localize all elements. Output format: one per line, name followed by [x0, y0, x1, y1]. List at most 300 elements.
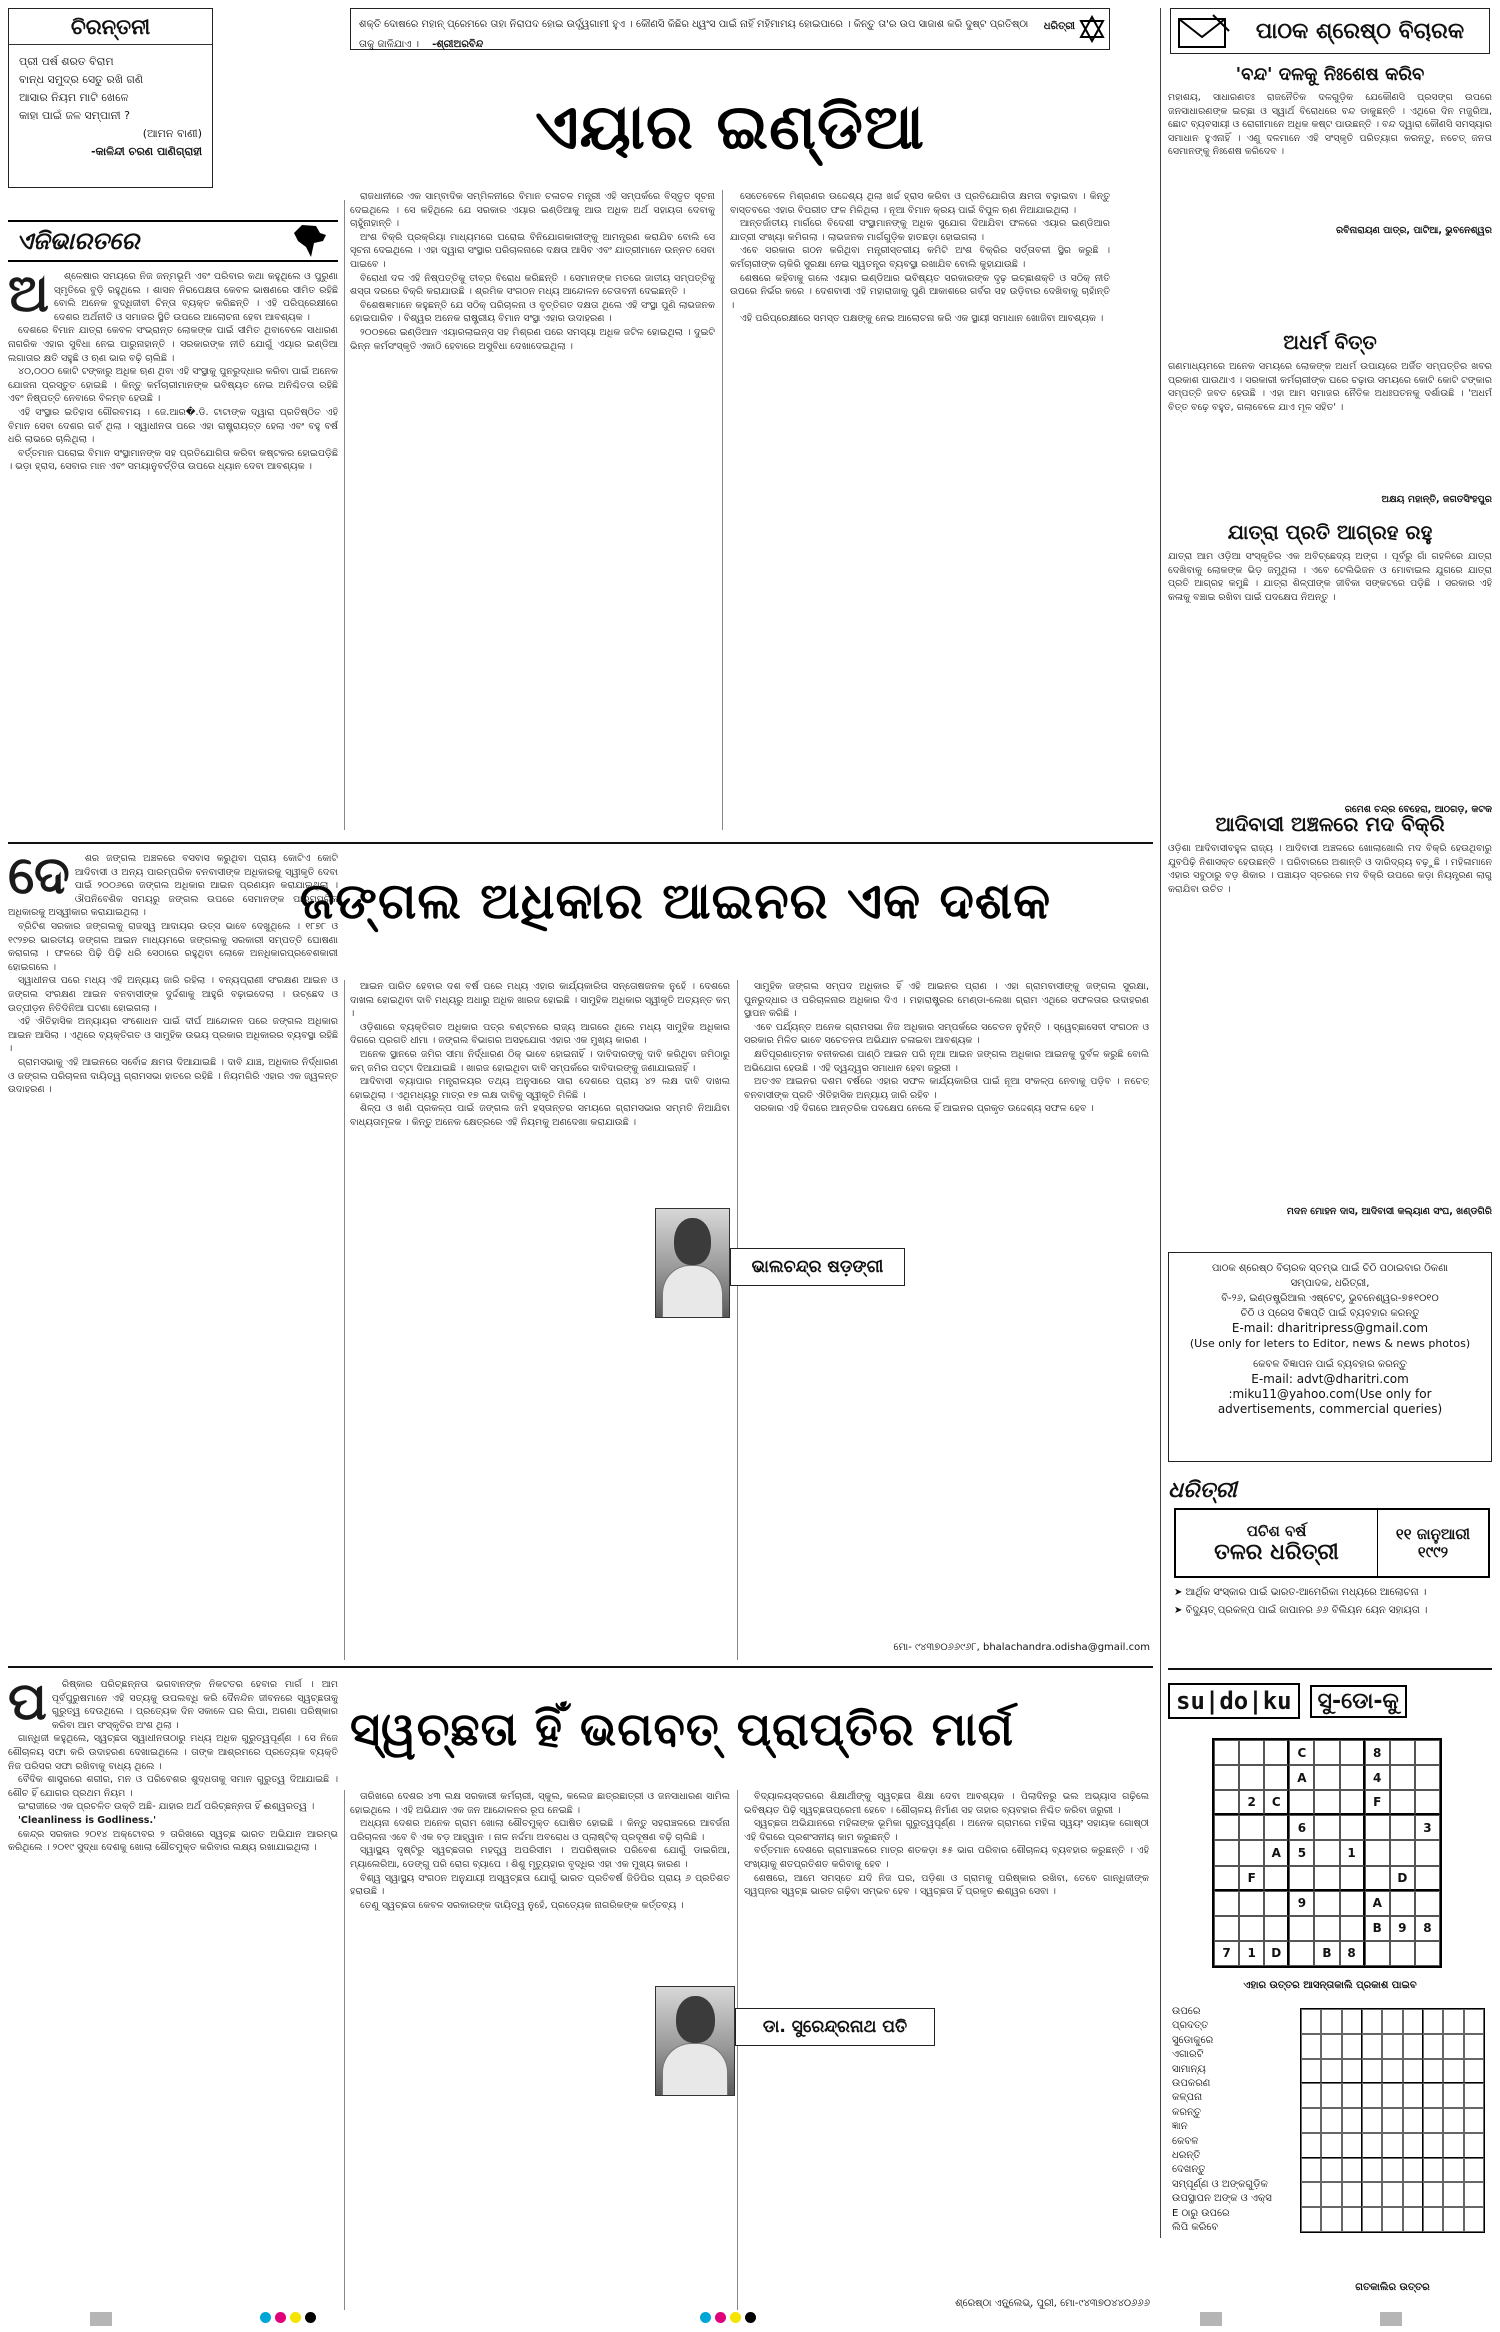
- solution-cell: [1382, 2182, 1402, 2207]
- sudoku-cell[interactable]: C: [1264, 1790, 1289, 1815]
- solution-cell: [1321, 2207, 1341, 2232]
- sudoku-cell[interactable]: [1314, 1740, 1339, 1765]
- past-title-2: ତଳର ଧରିତ୍ରୀ: [1214, 1539, 1339, 1565]
- solution-cell: [1403, 2207, 1423, 2232]
- solution-cell: [1423, 2108, 1443, 2133]
- instruction-line: ଉପକରଣ: [1172, 2078, 1211, 2090]
- sudoku-cell[interactable]: 4: [1365, 1765, 1390, 1790]
- solution-cell: [1342, 2083, 1362, 2108]
- lead-paragraph: ରାଜଧାନୀରେ ଏକ ସାମ୍ବାଦିକ ସମ୍ମିଳନୀରେ ବିମାନ ଚଳାଚଳ ମନ୍ତ୍ରୀ ଏହି ସମ୍ପର୍କରେ ବିସ୍ତୃତ ସୂଚନା ଦେଇଥିଲେ । ସେ କହିଥିଲେ ଯେ ସରକାର ଏୟାର ଇଣ୍ଡିଆକୁ ଆଉ ଅଧିକ ଅର୍ଥ ସହାୟତା ଦେବାକୁ ଚାହୁଁନାହାନ୍ତି ।: [350, 191, 715, 230]
- solution-cell: [1342, 2009, 1362, 2034]
- solution-cell: [1362, 2059, 1382, 2084]
- solution-cell: [1464, 2133, 1484, 2158]
- sudoku-cell[interactable]: A: [1264, 1840, 1289, 1865]
- solution-cell: [1423, 2207, 1443, 2232]
- sudoku-cell[interactable]: [1365, 1815, 1390, 1840]
- sudoku-cell[interactable]: F: [1365, 1790, 1390, 1815]
- solution-cell: [1301, 2083, 1321, 2108]
- sudoku-solution-label: ଗତକାଲିର ଉତ୍ତର: [1355, 2282, 1430, 2293]
- author-byline: ଭାଲଚନ୍ଦ୍ର ଷଡ଼ଙ୍ଗୀ: [730, 1248, 905, 1286]
- sudoku-cell[interactable]: [1239, 1916, 1264, 1941]
- lead-paragraph: ୪୦,୦୦୦ କୋଟି ଟଙ୍କାରୁ ଅଧିକ ଋଣ ଥିବା ଏହି ସଂସ୍ଥାକୁ ପୁନରୁଦ୍ଧାର କରିବା ପାଇଁ ଅନେକ ଯୋଜନା ପ୍ରସ୍ତୁତ ହୋଇଛି । କିନ୍ତୁ କର୍ମଚାରୀମାନଙ୍କ ଭବିଷ୍ୟତ ନେଇ ଅନିଶ୍ଚିତତା ରହିଛି ଏବଂ ନିଷ୍ପତ୍ତି ନେବାରେ ବିଳମ୍ବ ହେଉଛି ।: [8, 366, 338, 405]
- solution-cell: [1301, 2133, 1321, 2158]
- sudoku-cell[interactable]: 2: [1239, 1790, 1264, 1815]
- sudoku-cell[interactable]: [1289, 1941, 1314, 1966]
- solution-cell: [1423, 2009, 1443, 2034]
- forest-paragraph: ଶିଳ୍ପ ଓ ଖଣି ପ୍ରକଳ୍ପ ପାଇଁ ଜଙ୍ଗଲ ଜମି ହସ୍ତାନ୍ତର ସମୟରେ ଗ୍ରାମସଭାର ସମ୍ମତି ନିଆଯିବା ବାଧ୍ୟତାମୂଳକ । କିନ୍ତୁ ଅନେକ କ୍ଷେତ୍ରରେ ଏହି ନିୟମକୁ ଅଣଦେଖା କରାଯାଉଛି ।: [350, 1103, 730, 1128]
- letter-signature: ଅକ୍ଷୟ ମହାନ୍ତି, ଜଗତସିଂହପୁର: [1381, 494, 1492, 505]
- sudoku-cell[interactable]: [1390, 1941, 1415, 1966]
- solution-cell: [1362, 2083, 1382, 2108]
- column-rule: [344, 200, 345, 830]
- solution-cell: [1382, 2059, 1402, 2084]
- sudoku-cell[interactable]: [1415, 1866, 1440, 1891]
- column-rule: [722, 190, 723, 830]
- sudoku-cell[interactable]: [1390, 1815, 1415, 1840]
- letter-item: [1168, 812, 1492, 1217]
- sudoku-cell[interactable]: B: [1314, 1941, 1339, 1966]
- instruction-line: ପ୍ରଦତ୍ତ: [1172, 2020, 1209, 2032]
- sudoku-cell[interactable]: 8: [1415, 1916, 1440, 1941]
- solution-cell: [1342, 2207, 1362, 2232]
- instruction-line: ଲିପି କରିବେ: [1172, 2222, 1219, 2234]
- letter-body: ଯାତ୍ରା ଆମ ଓଡ଼ିଆ ସଂସ୍କୃତିର ଏକ ଅବିଚ୍ଛେଦ୍ୟ ଅଙ୍ଗ । ପୂର୍ବରୁ ଗାଁ ଗହଳିରେ ଯାତ୍ରା ଦେଖିବାକୁ ଲୋକଙ୍କ ଭିଡ଼ ଜମୁଥିଲା । ଏବେ ଟେଲିଭିଜନ ଓ ମୋବାଇଲ ଯୁଗରେ ଯାତ୍ରା ପ୍ରତି ଆଗ୍ରହ କମୁଛି । ଯାତ୍ରା ଶିଳ୍ପୀଙ୍କ ଜୀବିକା ସଙ୍କଟରେ ପଡ଼ିଛି । ସରକାର ଏହି କଳାକୁ ବଞ୍ଚାଇ ରଖିବା ପାଇଁ ପଦକ୍ଷେପ ନିଅନ୍ତୁ ।: [1168, 551, 1492, 603]
- sudoku-cell[interactable]: [1415, 1941, 1440, 1966]
- solution-cell: [1403, 2108, 1423, 2133]
- swachhata-paragraph: ସ୍ୱାସ୍ଥ୍ୟ ଦୃଷ୍ଟିରୁ ସ୍ୱଚ୍ଛତାର ମହତ୍ତ୍ୱ ଅପରିସୀମ । ଅପରିଷ୍କାର ପରିବେଶ ଯୋଗୁଁ ଡାଇରିଆ, ମ୍ୟାଲେରିଆ, ଡେଙ୍ଗୁ ପରି ରୋଗ ବ୍ୟାପେ । ଶିଶୁ ମୃତ୍ୟୁହାର ବୃଦ୍ଧିର ଏହା ଏକ ମୁଖ୍ୟ କାରଣ ।: [350, 1845, 730, 1870]
- sudoku-cell[interactable]: [1340, 1765, 1365, 1790]
- poem-line: (ଆମନ ବାଣୀ): [142, 127, 202, 140]
- lead-paragraph: ଅଂଶ ବିକ୍ରି ପ୍ରକ୍ରିୟା ମାଧ୍ୟମରେ ଘରୋଇ ବିନିଯୋଗକାରୀଙ୍କୁ ଆମନ୍ତ୍ରଣ କରାଯିବ ବୋଲି ସେ ସୂଚନା ଦେଇଥିଲେ । ଏହା ଦ୍ୱାରା ସଂସ୍ଥାର ପରିଚାଳନାରେ ଦକ୍ଷତା ଆସିବ ଏବଂ ଯାତ୍ରୀମାନେ ଉନ୍ନତ ସେବା ପାଇବେ ।: [350, 231, 715, 270]
- forest-paragraph: ସ୍ୱାଧୀନତା ପରେ ମଧ୍ୟ ଏହି ଅନ୍ୟାୟ ଜାରି ରହିଲା । ବନ୍ୟପ୍ରାଣୀ ସଂରକ୍ଷଣ ଆଇନ ଓ ଜଙ୍ଗଲ ସଂରକ୍ଷଣ ଆଇନ ବନବାସୀଙ୍କ ଦୁର୍ଦ୍ଦଶାକୁ ଆହୁରି ବଢ଼ାଇଦେଲା । ଉଚ୍ଛେଦ ଓ ଉତ୍ପୀଡ଼ନ ନିତିଦିନିଆ ଘଟଣା ହୋଇଗଲା ।: [8, 975, 338, 1014]
- sudoku-cell[interactable]: [1365, 1866, 1390, 1891]
- solution-cell: [1464, 2207, 1484, 2232]
- solution-cell: [1464, 2009, 1484, 2034]
- sudoku-cell[interactable]: F: [1239, 1866, 1264, 1891]
- english-quote: 'Cleanliness is Godliness.': [18, 1814, 156, 1826]
- sudoku-cell[interactable]: 9: [1289, 1891, 1314, 1916]
- swachhata-paragraph: ବୈଦିକ ଶାସ୍ତ୍ରରେ ଶରୀର, ମନ ଓ ପରିବେଶର ଶୁଦ୍ଧତାକୁ ସମାନ ଗୁରୁତ୍ୱ ଦିଆଯାଇଛି । ଶୌଚ ହିଁ ଯୋଗର ପ୍ରଥମ ନିୟମ ।: [8, 1774, 338, 1799]
- letter-title: ଆଦିବାସୀ ଅଞ୍ଚଳରେ ମଦ ବିକ୍ରି: [1215, 812, 1445, 836]
- forest-paragraph: ଗ୍ରାମସଭାକୁ ଏହି ଆଇନରେ ସର୍ବୋଚ୍ଚ କ୍ଷମତା ଦିଆଯାଇଛି । ଦାବି ଯାଞ୍ଚ, ଅଧିକାର ନିର୍ଦ୍ଧାରଣ ଓ ଜଙ୍ଗଲ ପରିଚାଳନା ଦାୟିତ୍ୱ ଗ୍ରାମସଭା ହାତରେ ରହିଛି । ନିୟମଗିରି ଏହାର ଏକ ଜ୍ୱଳନ୍ତ ଉଦାହରଣ ।: [8, 1056, 338, 1096]
- instruction-line: E ଠାରୁ ଉପରେ: [1172, 2207, 1230, 2219]
- contact-line: ପାଠକ ଶ୍ରେଷ୍ଠ ବିଚାରକ ସ୍ତମ୍ଭ ପାଇଁ ଚିଠି ପଠାଇବାର ଠିକଣା: [1211, 1263, 1449, 1274]
- solution-cell: [1321, 2034, 1341, 2059]
- solution-cell: [1443, 2083, 1463, 2108]
- solution-cell: [1362, 2034, 1382, 2059]
- sudoku-cell[interactable]: [1365, 1941, 1390, 1966]
- sudoku-cell[interactable]: [1264, 1891, 1289, 1916]
- solution-cell: [1403, 2133, 1423, 2158]
- past-item: ➤ ବିଦ୍ୟୁତ୍ ପ୍ରକଳ୍ପ ପାଇଁ ଜାପାନର ୬୬ ବିଲିୟନ ୟେନ ସହାୟତା ।: [1174, 1605, 1428, 1616]
- past-dharitri-box: [1168, 1478, 1492, 1658]
- forest-paragraph: ଆଦିବାସୀ ବ୍ୟାପାର ମନ୍ତ୍ରାଳୟର ତଥ୍ୟ ଅନୁସାରେ ସାରା ଦେଶରେ ପ୍ରାୟ ୪୨ ଲକ୍ଷ ଦାବି ଦାଖଲ ହୋଇଥିଲା । ଏଥିମଧ୍ୟରୁ ମାତ୍ର ୧୭ ଲକ୍ଷ ଦାବିକୁ ସ୍ୱୀକୃତି ମିଳିଛି ।: [350, 1076, 730, 1101]
- solution-cell: [1464, 2158, 1484, 2183]
- past-item: ➤ ଆର୍ଥିକ ସଂସ୍କାର ପାଇଁ ଭାରତ-ଆମେରିକା ମଧ୍ୟରେ ଆଲୋଚନା ।: [1174, 1587, 1427, 1598]
- poem-line: ବାନ୍ଧ ସମୁଦ୍ର ସେତୁ ରଖି ଗଣି: [19, 73, 144, 86]
- lead-paragraph: ଶ୍ଳେଷାର ସମୟରେ ନିଜ ଜନ୍ମଭୂମି ଏବଂ ପରିବାର କଥା କହୁଥିଲେ ଓ ପୁରୁଣା ସ୍ମୃତିରେ ବୁଡ଼ି ରହୁଥିଲେ । ଶାସନ ନିରପେକ୍ଷତା କେବଳ ଭାଷଣରେ ସୀମିତ ରହିଛି ବୋଲି ଅନେକ ବୁଦ୍ଧିଜୀବୀ ଚିନ୍ତା ବ୍ୟକ୍ତ କରିଛନ୍ତି । ଏହି ପରିପ୍ରେକ୍ଷୀରେ ଦେଶର ଅର୍ଥନୀତି ଓ ସମାଜର ସ୍ଥିତି ଉପରେ ଆଲୋଚନା ହେବା ଆବଶ୍ୟକ ।: [54, 271, 338, 323]
- sudoku-cell[interactable]: [1239, 1891, 1264, 1916]
- sudoku-cell[interactable]: [1214, 1916, 1239, 1941]
- sudoku-cell[interactable]: [1314, 1840, 1339, 1865]
- sudoku-cell[interactable]: [1314, 1866, 1339, 1891]
- swachhata-dropcap: ପ: [8, 1678, 47, 1732]
- sudoku-cell[interactable]: C: [1289, 1740, 1314, 1765]
- instruction-line: କରନ୍ତୁ: [1172, 2106, 1201, 2118]
- sudoku-cell[interactable]: [1340, 1916, 1365, 1941]
- sudoku-cell[interactable]: [1314, 1815, 1339, 1840]
- print-mark: [1380, 2312, 1402, 2326]
- column-rule: [344, 1790, 345, 2310]
- letter-body: ମହାଶୟ, ସାଧାରଣତଃ ରାଜନୈତିକ ଦଳଗୁଡ଼ିକ ଯେକୌଣସି ପ୍ରସଙ୍ଗ ଉପରେ ଜନସାଧାରଣଙ୍କ ଇଚ୍ଛା ଓ ସ୍ୱାର୍ଥ ବିରୋଧରେ ବନ୍ଦ ଡାକୁଛନ୍ତି । ଏଥିରେ ଦିନ ମଜୁରିଆ, ଛୋଟ ବ୍ୟବସାୟୀ ଓ ରୋଗୀମାନେ ଅଧିକ କଷ୍ଟ ପାଉଛନ୍ତି । ବନ୍ଦ ଦ୍ୱାରା କୌଣସି ସମସ୍ୟାର ସମାଧାନ ହୁଏନାହିଁ । ଏଣୁ ଦଳମାନେ ଏହି ସଂସ୍କୃତି ପରିତ୍ୟାଗ କରନ୍ତୁ, ନଚେତ୍ ଜନତା ସେମାନଙ୍କୁ ନିଃଶେଷ କରିଦେବ ।: [1168, 92, 1492, 158]
- forest-paragraph: ଆଇନ ପାରିତ ହେବାର ଦଶ ବର୍ଷ ପରେ ମଧ୍ୟ ଏହାର କାର୍ଯ୍ୟକାରିତା ସନ୍ତୋଷଜନକ ନୁହେଁ । ଦେଶରେ ଦାଖଲ ହୋଇଥିବା ଦାବି ମଧ୍ୟରୁ ଅଧାରୁ ଅଧିକ ଖାରଜ ହୋଇଛି । ସାମୁହିକ ଅଧିକାର ସ୍ୱୀକୃତି ଅତ୍ୟନ୍ତ କମ୍ ।: [350, 981, 730, 1020]
- letters-banner-title: ପାଠକ ଶ୍ରେଷ୍ଠ ବିଚାରକ: [1255, 18, 1465, 44]
- lead-paragraph: ବର୍ତ୍ତମାନ ଘରୋଇ ବିମାନ ସଂସ୍ଥାମାନଙ୍କ ସହ ପ୍ରତିଯୋଗିତା କରିବା କଷ୍ଟକର ହୋଇପଡ଼ିଛି । ଭଡ଼ା ହ୍ରାସ, ସେବାର ମାନ ଏବଂ ସମୟାନୁବର୍ତ୍ତିତା ଉପରେ ଧ୍ୟାନ ଦେବା ଆବଶ୍ୟକ ।: [8, 447, 338, 473]
- instruction-line: ସମ୍ପୂର୍ଣ୍ଣ ଓ ଅଙ୍କଗୁଡ଼ିକ: [1172, 2178, 1268, 2190]
- solution-cell: [1382, 2034, 1402, 2059]
- swachhata-paragraph: ଶେଷରେ, ଆମେ ସମସ୍ତେ ଯଦି ନିଜ ଘର, ପଡ଼ିଶା ଓ ଗ୍ରାମକୁ ପରିଷ୍କାର ରଖିବା, ତେବେ ଗାନ୍ଧିଜୀଙ୍କ ସ୍ୱପ୍ନର ସ୍ୱଚ୍ଛ ଭାରତ ଗଢ଼ିବା ସମ୍ଭବ ହେବ । ସ୍ୱଚ୍ଛତା ହିଁ ପ୍ରକୃତ ଈଶ୍ୱର ସେବା ।: [744, 1872, 1149, 1898]
- ad-email-alt[interactable]: :miku11@yahoo.com(Use only for: [1228, 1387, 1432, 1401]
- sudoku-cell[interactable]: [1214, 1891, 1239, 1916]
- solution-cell: [1321, 2158, 1341, 2183]
- solution-cell: [1362, 2009, 1382, 2034]
- poem-author: -କାଳିନ୍ଦୀ ଚରଣ ପାଣିଗ୍ରାହୀ: [90, 145, 202, 158]
- sudoku-cell[interactable]: [1214, 1840, 1239, 1865]
- instruction-line: କେବଳ: [1172, 2135, 1199, 2147]
- print-mark: [1200, 2312, 1222, 2326]
- india-map-icon: [290, 223, 330, 259]
- lead-paragraph: ଏବେ ସରକାର ଗଠନ କରିଥିବା ମନ୍ତ୍ରୀସ୍ତରୀୟ କମିଟି ଅଂଶ ବିକ୍ରିର ସର୍ତ୍ତାବଳୀ ସ୍ଥିର କରୁଛି । କର୍ମଚାରୀଙ୍କ ଚାକିରି ସୁରକ୍ଷା ନେଇ ସ୍ୱତନ୍ତ୍ର ବ୍ୟବସ୍ଥା ରଖାଯିବ ବୋଲି କୁହାଯାଉଛି ।: [730, 245, 1110, 270]
- solution-cell: [1321, 2009, 1341, 2034]
- poem-line: ଆସାର ନିୟମ ମାଟି ଖେଳେ: [19, 91, 129, 104]
- sudoku-cell[interactable]: D: [1264, 1941, 1289, 1966]
- sudoku-cell[interactable]: [1289, 1916, 1314, 1941]
- solution-cell: [1321, 2182, 1341, 2207]
- sudoku-cell[interactable]: [1415, 1891, 1440, 1916]
- forest-article-col2: [350, 980, 730, 1660]
- sudoku-cell[interactable]: [1390, 1891, 1415, 1916]
- sudoku-cell[interactable]: [1289, 1866, 1314, 1891]
- sudoku-cell[interactable]: [1264, 1916, 1289, 1941]
- quote-text: ଶକ୍ତି ଦୋଷରେ ମହାନ୍ ପ୍ରେମରେ ତାହା ନିରାପଦ ହୋଇ ଉର୍ଦ୍ଧ୍ୱଗାମୀ ହୁଏ । କୌଣସି କିଛିର ଧ୍ୱଂସ ପାଇଁ ନାହିଁ ମହିମାମୟ ହୋଇପାରେ । କିନ୍ତୁ ତା'ର ଉପ ସାଜାଶ କରି ଦୁଷ୍ଟ ପ୍ରତିଷ୍ଠା ତାକୁ ଜାଳିଯାଏ ।: [359, 19, 1029, 50]
- sudoku-cell[interactable]: 3: [1415, 1815, 1440, 1840]
- swachhata-paragraph: ଗାନ୍ଧିଜୀ କହୁଥିଲେ, ସ୍ୱଚ୍ଛତା ସ୍ୱାଧୀନତାଠାରୁ ମଧ୍ୟ ଅଧିକ ଗୁରୁତ୍ୱପୂର୍ଣ୍ଣ । ସେ ନିଜେ ଶୌଚାଳୟ ସଫା କରି ଉଦାହରଣ ଦେଖାଇଥିଲେ । ତାଙ୍କ ଆଶ୍ରମରେ ପ୍ରତ୍ୟେକ ବ୍ୟକ୍ତି ନିଜ ପରିସର ସଫା ରଖିବାକୁ ବାଧ୍ୟ ଥିଲେ ।: [8, 1733, 338, 1772]
- sudoku-cell[interactable]: [1340, 1866, 1365, 1891]
- swachhata-paragraph: ରିଷ୍କାର ପରିଚ୍ଛନ୍ନତା ଭଗବାନଙ୍କ ନିକଟତର ହେବାର ମାର୍ଗ । ଆମ ପୂର୍ବପୁରୁଷମାନେ ଏହି ସତ୍ୟକୁ ଉପଲବ୍ଧି କରି ଦୈନନ୍ଦିନ ଜୀବନରେ ସ୍ୱଚ୍ଛତାକୁ ଗୁରୁତ୍ୱ ଦେଉଥିଲେ । ପ୍ରତ୍ୟେକ ଦିନ ସକାଳେ ଘର ଲିପା, ଅଗଣା ପରିଷ୍କାର କରିବା ଆମ ସଂସ୍କୃତିର ଅଂଶ ଥିଲା ।: [51, 1679, 338, 1731]
- sudoku-cell[interactable]: [1264, 1740, 1289, 1765]
- solution-cell: [1342, 2034, 1362, 2059]
- solution-cell: [1443, 2059, 1463, 2084]
- sudoku-cell[interactable]: 1: [1239, 1941, 1264, 1966]
- solution-cell: [1403, 2059, 1423, 2084]
- contact-line: ଚିଠି ଓ ପ୍ରେସ ବିଜ୍ଞପ୍ତି ପାଇଁ ବ୍ୟବହାର କରନ୍ତୁ: [1240, 1308, 1420, 1319]
- lead-paragraph: ବିରୋଧୀ ଦଳ ଏହି ନିଷ୍ପତ୍ତିକୁ ତୀବ୍ର ବିରୋଧ କରିଛନ୍ତି । ସେମାନଙ୍କ ମତରେ ଜାତୀୟ ସମ୍ପତ୍ତିକୁ ଶସ୍ତା ଦରରେ ବିକ୍ରି କରାଯାଉଛି । ଶ୍ରମିକ ସଂଗଠନ ମଧ୍ୟ ଆନ୍ଦୋଳନ ଚେତାବନୀ ଦେଇଛନ୍ତି ।: [350, 272, 715, 298]
- lead-paragraph: ୨୦୦୭ରେ ଇଣ୍ଡିଆନ ଏୟାରଲାଇନ୍ସ ସହ ମିଶ୍ରଣ ପରେ ସମସ୍ୟା ଅଧିକ ଜଟିଳ ହୋଇଥିଲା । ଦୁଇଟି ଭିନ୍ନ କର୍ମସଂସ୍କୃତି ଏକାଠି ହେବାରେ ଅସୁବିଧା ଦେଖାଦେଇଥିଲା ।: [350, 326, 715, 352]
- poem-line: ପ୍ରୀ ପର୍ଷ ଶରତ ବିରାମ: [19, 55, 114, 68]
- solution-cell: [1301, 2059, 1321, 2084]
- solution-cell: [1403, 2083, 1423, 2108]
- sudoku-cell[interactable]: [1214, 1790, 1239, 1815]
- solution-cell: [1301, 2108, 1321, 2133]
- column-rule: [737, 1790, 738, 2310]
- lead-headline: ଏୟାର ଇଣ୍ଡିଆ: [535, 90, 925, 163]
- past-title-1: ପଚିଶ ବର୍ଷ: [1246, 1521, 1307, 1540]
- swachhata-article-col1: [8, 1678, 338, 2318]
- solution-cell: [1382, 2207, 1402, 2232]
- sudoku-cell[interactable]: [1239, 1840, 1264, 1865]
- sudoku-cell[interactable]: [1415, 1765, 1440, 1790]
- author-byline: ଡା. ସୁରେନ୍ଦ୍ରନାଥ ପତି: [735, 2008, 935, 2046]
- contact-line: ବି-୨୬, ଇଣ୍ଡଷ୍ଟ୍ରିଆଲ ଏଷ୍ଟେଟ୍, ଭୁବନେଶ୍ୱର-୭୫୧୦୧୦: [1221, 1293, 1439, 1304]
- solution-cell: [1443, 2009, 1463, 2034]
- sudoku-cell[interactable]: [1340, 1790, 1365, 1815]
- letter-item: [1168, 64, 1492, 236]
- sudoku-cell[interactable]: [1214, 1740, 1239, 1765]
- forest-paragraph: ଅତଏବ ଆଇନର ଦଶମ ବର୍ଷରେ ଏହାର ସଫଳ କାର୍ଯ୍ୟକାରିତା ପାଇଁ ନୂଆ ସଂକଳ୍ପ ନେବାକୁ ପଡ଼ିବ । ନଚେତ୍ ବନବାସୀଙ୍କ ପ୍ରତି ଐତିହାସିକ ଅନ୍ୟାୟ ଜାରି ରହିବ ।: [744, 1076, 1149, 1101]
- sudoku-cell[interactable]: 8: [1365, 1740, 1390, 1765]
- lead-paragraph: ଏହି ସଂସ୍ଥାର ଇତିହାସ ଗୌରବମୟ । ଜେ.ଆର�.ଡି. ଟାଟାଙ୍କ ଦ୍ୱାରା ପ୍ରତିଷ୍ଠିତ ଏହି ବିମାନ ସେବା ଦେଶର ଗର୍ବ ଥିଲା । ସ୍ୱାଧୀନତା ପରେ ଏହା ରାଷ୍ଟ୍ରାୟତ୍ତ ହେଲା ଏବଂ ବହୁ ବର୍ଷ ଧରି ଲାଭରେ ଚାଲିଥିଲା ।: [8, 406, 338, 446]
- solution-cell: [1362, 2207, 1382, 2232]
- sudoku-title: su|do|ku: [1168, 1683, 1300, 1719]
- sudoku-footer: ଏହାର ଉତ୍ତର ଆସନ୍ତାକାଲି ପ୍ରକାଶ ପାଇବ: [1243, 1980, 1417, 1991]
- lead-article-col1: [8, 270, 338, 830]
- sudoku-cell[interactable]: [1239, 1740, 1264, 1765]
- forest-paragraph: ସରକାର ଏହି ଦିଗରେ ଆନ୍ତରିକ ପଦକ୍ଷେପ ନେଲେ ହିଁ ଆଇନର ପ୍ରକୃତ ଉଦ୍ଦେଶ୍ୟ ସଫଳ ହେବ ।: [754, 1103, 1094, 1115]
- swachhata-paragraph: ତେଣୁ ସ୍ୱଚ୍ଛତା କେବଳ ସରକାରଙ୍କ ଦାୟିତ୍ୱ ନୁହେଁ, ପ୍ରତ୍ୟେକ ନାଗରିକଙ୍କ କର୍ତ୍ତବ୍ୟ ।: [360, 1899, 684, 1911]
- solution-cell: [1464, 2034, 1484, 2059]
- solution-cell: [1362, 2182, 1382, 2207]
- author-photo: [655, 1986, 735, 2096]
- sudoku-cell[interactable]: [1214, 1765, 1239, 1790]
- letter-title: ଅଧର୍ମ ବିତ୍ତ: [1283, 330, 1377, 354]
- forest-contact: ମୋ- ୯୪୩୭୦୬୬୯୬୮, bhalachandra.odisha@gmail.com: [893, 1642, 1150, 1653]
- solution-cell: [1362, 2108, 1382, 2133]
- swachhata-paragraph: ତାରିଖରେ ଦେଶର ୪୩ ଲକ୍ଷ ସରକାରୀ କର୍ମଚାରୀ, ସ୍କୁଲ, କଲେଜ ଛାତ୍ରଛାତ୍ରୀ ଓ ଜନସାଧାରଣ ସାମିଲ ହୋଇଥିଲେ । ଏହି ଅଭିଯାନ ଏକ ଜନ ଆନ୍ଦୋଳନର ରୂପ ନେଇଛି ।: [350, 1791, 730, 1816]
- sudoku-cell[interactable]: [1390, 1840, 1415, 1865]
- letter-body: ଗଣମାଧ୍ୟମରେ ଅନେକ ସମୟରେ ଲୋକଙ୍କ ଅଧର୍ମ ଉପାୟରେ ଅର୍ଜିତ ସମ୍ପତ୍ତିର ଖବର ପ୍ରକାଶ ପାଉଥାଏ । ସରକାରୀ କର୍ମଚାରୀଙ୍କ ଘରେ ଚଢ଼ାଉ ସମୟରେ କୋଟି କୋଟି ଟଙ୍କାର ସମ୍ପତ୍ତି ଜବତ ହେଉଛି । ଏହା ଆମ ସମାଜର ନୈତିକ ଅଧଃପତନକୁ ଦର୍ଶାଉଛି । 'ଅଧର୍ମ ବିତ୍ତ ବଢ଼େ ବହୁତ, ଗଲାବେଳେ ଯାଏ ମୂଳ ସହିତ' ।: [1168, 361, 1492, 413]
- swachhata-paragraph: ଇଂରାଜୀରେ ଏକ ପ୍ରଚଳିତ ଉକ୍ତି ଅଛି- ଯାହାର ଅର୍ଥ ପରିଚ୍ଛନ୍ନତା ହିଁ ଈଶ୍ୱରତ୍ୱ ।: [18, 1801, 315, 1813]
- sudoku-cell[interactable]: D: [1390, 1866, 1415, 1891]
- past-date-2: ୧୯୯୨: [1417, 1543, 1449, 1561]
- ajibharat-label: ଏଜିଭାରତରେ: [16, 227, 140, 255]
- sudoku-cell[interactable]: 5: [1289, 1840, 1314, 1865]
- swachhata-contact: ଶ୍ରେଷ୍ଠା ଏନ୍କ୍ଲେଭ୍, ପୁରୀ, ମୋ-୯୪୩୭୦୪୪୦୬୬୬: [955, 2298, 1150, 2309]
- sudoku-title-box: [1168, 1680, 1492, 1722]
- ajibharat-label-box: [8, 220, 338, 262]
- sudoku-cell[interactable]: A: [1289, 1765, 1314, 1790]
- sudoku-grid[interactable]: [1212, 1738, 1442, 1968]
- solution-cell: [1443, 2207, 1463, 2232]
- sudoku-title-odia: ସୁ-ଡୋ-କୁ: [1310, 1685, 1407, 1718]
- solution-cell: [1342, 2158, 1362, 2183]
- forest-article-col3: [744, 980, 1149, 1640]
- solution-cell: [1362, 2133, 1382, 2158]
- instruction-line: ଉପସ୍ଥାପନ ଅଙ୍କ ଓ ଏକ୍ସ: [1172, 2193, 1272, 2205]
- sudoku-cell[interactable]: [1415, 1790, 1440, 1815]
- sudoku-cell[interactable]: [1340, 1740, 1365, 1765]
- sudoku-cell[interactable]: [1390, 1765, 1415, 1790]
- instruction-line: ଏଗାରଟି: [1172, 2049, 1204, 2061]
- solution-cell: [1301, 2182, 1321, 2207]
- solution-cell: [1342, 2133, 1362, 2158]
- swachhata-paragraph: ବିଶ୍ୱ ସ୍ୱାସ୍ଥ୍ୟ ସଂଗଠନ ଅନୁଯାୟୀ ଅସ୍ୱଚ୍ଛତା ଯୋଗୁଁ ଭାରତ ପ୍ରତିବର୍ଷ ଜିଡିପିର ପ୍ରାୟ ୬ ପ୍ରତିଶତ ହରାଉଛି ।: [350, 1872, 730, 1898]
- sudoku-cell[interactable]: [1390, 1740, 1415, 1765]
- lead-paragraph: ଦେଶରେ ବିମାନ ଯାତ୍ରା କେବଳ ସଂଭ୍ରାନ୍ତ ଲୋକଙ୍କ ପାଇଁ ସୀମିତ ଥିବାବେଳେ ସାଧାରଣ ନାଗରିକ ଏହାର ସୁବିଧା ନେଇ ପାରୁନାହାନ୍ତି । ସରକାରଙ୍କ ନୀତି ଯୋଗୁଁ ଏୟାର ଇଣ୍ଡିଆ ଲଗାତାର କ୍ଷତି ସହୁଛି ଓ ଋଣ ଭାର ବଢ଼ି ଚାଲିଛି ।: [8, 325, 338, 364]
- sudoku-cell[interactable]: 8: [1340, 1941, 1365, 1966]
- solution-cell: [1443, 2158, 1463, 2183]
- sudoku-cell[interactable]: [1314, 1916, 1339, 1941]
- instruction-line: ସାମାନ୍ୟ: [1172, 2063, 1206, 2075]
- solution-cell: [1382, 2158, 1402, 2183]
- sudoku-cell[interactable]: [1239, 1815, 1264, 1840]
- lead-paragraph: ସେତେବେଳେ ମିଶ୍ରଣର ଉଦ୍ଦେଶ୍ୟ ଥିଲା ଖର୍ଚ୍ଚ ହ୍ରାସ କରିବା ଓ ପ୍ରତିଯୋଗିତା କ୍ଷମତା ବଢ଼ାଇବା । କିନ୍ତୁ ବାସ୍ତବରେ ଏହାର ବିପରୀତ ଫଳ ମିଳିଥିଲା । ନୂଆ ବିମାନ କ୍ରୟ ପାଇଁ ବିପୁଳ ଋଣ ନିଆଯାଇଥିଲା ।: [730, 191, 1110, 216]
- solution-cell: [1362, 2158, 1382, 2183]
- sudoku-cell[interactable]: B: [1365, 1916, 1390, 1941]
- solution-cell: [1382, 2009, 1402, 2034]
- sudoku-cell[interactable]: [1264, 1866, 1289, 1891]
- star-emblem-icon: [1079, 15, 1105, 43]
- forest-dropcap: ଦେ: [8, 852, 70, 906]
- past-dharitri-logo: ଧରିତ୍ରୀ: [1168, 1478, 1237, 1503]
- solution-cell: [1443, 2133, 1463, 2158]
- forest-paragraph: ଶର ଜଙ୍ଗଲ ଅଞ୍ଚଳରେ ବସବାସ କରୁଥିବା ପ୍ରାୟ କୋଟିଏ କୋଟି ଆଦିବାସୀ ଓ ଅନ୍ୟ ପାରମ୍ପରିକ ବନବାସୀଙ୍କ ଅଧିକାରକୁ ସ୍ୱୀକୃତି ଦେବା ପାଇଁ ୨୦୦୬ରେ ଜଙ୍ଗଲ ଅଧିକାର ଆଇନ ପ୍ରଣୟନ କରାଯାଇଥିଲା । ଔପନିବେଶିକ ସମୟରୁ ଜଙ୍ଗଲ ଉପରେ ସେମାନଙ୍କ ପାରମ୍ପରିକ ଅଧିକାରକୁ ଅସ୍ୱୀକାର କରାଯାଇଥିଲା ।: [8, 853, 338, 919]
- solution-cell: [1443, 2108, 1463, 2133]
- section-divider: [8, 1666, 1153, 1668]
- forest-paragraph: କ୍ଷତିପୂରଣାତ୍ମକ ବନୀକରଣ ପାଣ୍ଠି ଆଇନ ପରି ନୂଆ ଆଇନ ଜଙ୍ଗଲ ଅଧିକାର ଆଇନକୁ ଦୁର୍ବଳ କରୁଛି ବୋଲି ଅଭିଯୋଗ ହେଉଛି । ଏହି ଦ୍ୱନ୍ଦ୍ୱର ସମାଧାନ ହେବା ଜରୁରୀ ।: [744, 1048, 1149, 1074]
- solution-cell: [1464, 2182, 1484, 2207]
- forest-paragraph: ଅନେକ ସ୍ଥାନରେ ଜମିର ସୀମା ନିର୍ଦ୍ଧାରଣ ଠିକ୍ ଭାବେ ହୋଇନାହିଁ । ଦାବିଦାରଙ୍କୁ ଦାବି କରିଥିବା ଜମିଠାରୁ କମ୍ ଜମିର ପଟ୍ଟା ଦିଆଯାଇଛି । ଖାରଜ ହୋଇଥିବା ଦାବି ସମ୍ପର୍କରେ ଦାବିଦାରଙ୍କୁ ଜଣାଯାଇନାହିଁ ।: [350, 1048, 730, 1074]
- solution-cell: [1301, 2158, 1321, 2183]
- instruction-line: ସୁଡୋକୁରେ: [1172, 2034, 1214, 2046]
- letter-signature: ରମେଶ ଚନ୍ଦ୍ର ବେହେରା, ଆଠଗଡ଼, କଟକ: [1344, 804, 1492, 815]
- contact-line: ସମ୍ପାଦକ, ଧରିତ୍ରୀ,: [1290, 1278, 1370, 1289]
- solution-cell: [1443, 2182, 1463, 2207]
- sudoku-cell[interactable]: [1264, 1815, 1289, 1840]
- editor-email[interactable]: E-mail: dharitripress@gmail.com: [1231, 1321, 1429, 1335]
- solution-cell: [1321, 2059, 1341, 2084]
- solution-cell: [1443, 2034, 1463, 2059]
- letter-item: [1168, 330, 1492, 505]
- solution-cell: [1403, 2158, 1423, 2183]
- solution-cell: [1342, 2108, 1362, 2133]
- solution-cell: [1301, 2034, 1321, 2059]
- poem-line: କାହା ପାଇଁ ଜଳ ସମ୍ପାନୀ ?: [19, 109, 130, 122]
- solution-cell: [1464, 2083, 1484, 2108]
- swachhata-paragraph: ସ୍ୱଚ୍ଛତା ଅଭିଯାନରେ ମହିଳାଙ୍କ ଭୂମିକା ଗୁରୁତ୍ୱପୂର୍ଣ୍ଣ । ଅନେକ ଗ୍ରାମରେ ମହିଳା ସ୍ୱୟଂ ସହାୟକ ଗୋଷ୍ଠୀ ଏହି ଦିଗରେ ପ୍ରଶଂସନୀୟ କାମ କରୁଛନ୍ତି ।: [744, 1818, 1149, 1843]
- solution-cell: [1403, 2182, 1423, 2207]
- solution-cell: [1464, 2059, 1484, 2084]
- instruction-line: ଧରନ୍ତି: [1172, 2150, 1201, 2162]
- sudoku-cell[interactable]: [1264, 1765, 1289, 1790]
- column-rule: [344, 980, 345, 1660]
- sudoku-cell[interactable]: [1340, 1815, 1365, 1840]
- sudoku-cell[interactable]: 6: [1289, 1815, 1314, 1840]
- sudoku-instructions: [1172, 2005, 1292, 2236]
- dharitri-mini-logo: ଧରିତ୍ରୀ: [1043, 21, 1075, 32]
- sudoku-cell[interactable]: [1314, 1765, 1339, 1790]
- editor-email-note: (Use only for leters to Editor, news & news photos): [1189, 1337, 1471, 1350]
- swachhata-paragraph: ଅଧ୍ୟନା ଦେଶର ଅନେକ ଗ୍ରାମ ଖୋଲା ଶୌଚମୁକ୍ତ ଘୋଷିତ ହୋଇଛି । କିନ୍ତୁ ସହରାଞ୍ଚଳରେ ଆବର୍ଜନା ପରିଚାଳନା ଏବେ ବି ଏକ ବଡ଼ ଆହ୍ୱାନ । ନାଳ ନର୍ଦ୍ଦମା ଅବରୋଧ ଓ ପ୍ଲାଷ୍ଟିକ୍ ପ୍ରଦୂଷଣ ବଢ଼ି ଚାଲିଛି ।: [350, 1818, 730, 1843]
- lead-paragraph: ବିଶେଷଜ୍ଞମାନେ କହୁଛନ୍ତି ଯେ ସଠିକ୍ ପରିଚାଳନା ଓ ବୃତ୍ତିଗତ ଦକ୍ଷତା ଥିଲେ ଏହି ସଂସ୍ଥା ପୁଣି ଲାଭଜନକ ହୋଇପାରିବ । ବିଶ୍ୱର ଅନେକ ରାଷ୍ଟ୍ରୀୟ ବିମାନ ସଂସ୍ଥା ଏହାର ଉଦାହରଣ ।: [350, 299, 715, 325]
- lead-paragraph: ଶେଷରେ କହିବାକୁ ଗଲେ ଏୟାର ଇଣ୍ଡିଆର ଭବିଷ୍ୟତ ସରକାରଙ୍କ ଦୃଢ଼ ଇଚ୍ଛାଶକ୍ତି ଓ ସଠିକ୍ ନୀତି ଉପରେ ନିର୍ଭର କରେ । ଦେଶବାସୀ ଏହି ମହାରାଜାକୁ ପୁଣି ଆକାଶରେ ଗର୍ବର ସହ ଉଡ଼ିବାର ଦେଖିବାକୁ ଚାହାଁନ୍ତି ।: [730, 272, 1110, 311]
- swachhata-paragraph: ବିଦ୍ୟାଳୟସ୍ତରରେ ଶିକ୍ଷାର୍ଥୀଙ୍କୁ ସ୍ୱଚ୍ଛତା ଶିକ୍ଷା ଦେବା ଆବଶ୍ୟକ । ପିଲାଦିନରୁ ଭଲ ଅଭ୍ୟାସ ଗଢ଼ିଲେ ଭବିଷ୍ୟତ ପିଢ଼ି ସ୍ୱଚ୍ଛତାପ୍ରେମୀ ହେବେ । ଶୌଚାଳୟ ନିର୍ମାଣ ସହ ତାହାର ବ୍ୟବହାର ନିଶ୍ଚିତ କରିବା ଜରୁରୀ ।: [744, 1791, 1149, 1816]
- sudoku-cell[interactable]: [1314, 1891, 1339, 1916]
- instruction-line: ଉପରେ: [1172, 2006, 1201, 2017]
- sudoku-cell[interactable]: A: [1365, 1891, 1390, 1916]
- sudoku-cell[interactable]: [1314, 1790, 1339, 1815]
- letter-signature: ମଦନ ମୋହନ ଦାସ, ଆଦିବାସୀ କଲ୍ୟାଣ ସଂଘ, ଖଣ୍ଡଗିରି: [1286, 1206, 1492, 1217]
- solution-cell: [1423, 2034, 1443, 2059]
- forest-paragraph: ଓଡ଼ିଶାରେ ବ୍ୟକ୍ତିଗତ ଅଧିକାର ପତ୍ର ବଣ୍ଟନରେ ରାଜ୍ୟ ଆଗରେ ଥିଲେ ମଧ୍ୟ ସାମୁହିକ ଅଧିକାର ଦିଗରେ ପ୍ରଗତି ଧୀମା । ଜଙ୍ଗଲ ବିଭାଗର ଅସହଯୋଗ ଏହାର ଏକ ମୁଖ୍ୟ କାରଣ ।: [350, 1021, 730, 1047]
- sudoku-cell[interactable]: [1365, 1840, 1390, 1865]
- letter-item: [1168, 520, 1492, 815]
- solution-cell: [1321, 2133, 1341, 2158]
- sudoku-cell[interactable]: [1214, 1866, 1239, 1891]
- solution-cell: [1403, 2009, 1423, 2034]
- solution-cell: [1423, 2083, 1443, 2108]
- lead-article-col3: [730, 190, 1110, 830]
- solution-cell: [1382, 2083, 1402, 2108]
- sudoku-cell[interactable]: [1214, 1815, 1239, 1840]
- sudoku-cell[interactable]: [1415, 1740, 1440, 1765]
- swachhata-headline: ସ୍ୱଚ୍ଛତା ହିଁ ଭଗବତ୍ ପ୍ରାପ୍ତିର ମାର୍ଗ: [350, 1702, 1015, 1756]
- sudoku-cell[interactable]: 1: [1340, 1840, 1365, 1865]
- solution-cell: [1423, 2059, 1443, 2084]
- solution-cell: [1423, 2182, 1443, 2207]
- letter-signature: ରବିନାରାୟଣ ପାତ୍ର, ପାଟିଆ, ଭୁବନେଶ୍ୱର: [1335, 225, 1492, 236]
- letters-banner: [1170, 8, 1490, 54]
- sudoku-cell[interactable]: [1340, 1891, 1365, 1916]
- letter-title: 'ବନ୍ଦ' ଦଳକୁ ନିଃଶେଷ କରିବ: [1235, 64, 1425, 85]
- instruction-line: ଜ୍ଞାନ: [1172, 2121, 1188, 2133]
- solution-cell: [1301, 2009, 1321, 2034]
- sudoku-cell[interactable]: 9: [1390, 1916, 1415, 1941]
- swachhata-paragraph: ବର୍ତ୍ତମାନ ଦେଶରେ ଗ୍ରାମାଞ୍ଚଳରେ ମାତ୍ର ଶତକଡ଼ା ୫୫ ଭାଗ ପରିବାର ଶୌଚାଳୟ ବ୍ୟବହାର କରୁଛନ୍ତି । ଏହି ସଂଖ୍ୟାକୁ ଶତପ୍ରତିଶତ କରିବାକୁ ହେବ ।: [744, 1845, 1149, 1870]
- forest-headline: ଜଙ୍ଗଲ ଅଧିକାର ଆଇନର ଏକ ଦଶକ: [300, 872, 1052, 930]
- ad-label: କେବଳ ବିଜ୍ଞାପନ ପାଇଁ ବ୍ୟବହାର କରନ୍ତୁ: [1253, 1359, 1407, 1370]
- sudoku-cell[interactable]: [1289, 1790, 1314, 1815]
- solution-cell: [1342, 2182, 1362, 2207]
- ad-email-note: advertisements, commercial queries): [1217, 1402, 1443, 1416]
- registration-marks: [700, 2312, 820, 2326]
- column-rule: [1160, 8, 1161, 2238]
- print-mark: [90, 2312, 112, 2326]
- past-date-1: ୧୧ ଜାନୁଆରୀ: [1395, 1525, 1471, 1543]
- quote-strip: [350, 8, 1110, 50]
- solution-cell: [1301, 2207, 1321, 2232]
- sudoku-solution-grid: [1300, 2008, 1485, 2233]
- lead-paragraph: ଏହି ପରିପ୍ରେକ୍ଷୀରେ ସମସ୍ତ ପକ୍ଷଙ୍କୁ ନେଇ ଆଲୋଚନା କରି ଏକ ସ୍ଥାୟୀ ସମାଧାନ ଖୋଜିବା ଆବଶ୍ୟକ ।: [740, 313, 1104, 325]
- sudoku-cell[interactable]: 7: [1214, 1941, 1239, 1966]
- sudoku-cell[interactable]: [1390, 1790, 1415, 1815]
- solution-cell: [1321, 2108, 1341, 2133]
- section-divider: [1168, 1668, 1492, 1670]
- author-photo: [655, 1208, 730, 1318]
- solution-cell: [1464, 2108, 1484, 2133]
- lead-paragraph: ଆନ୍ତର୍ଜାତୀୟ ମାର୍ଗରେ ବିଦେଶୀ ସଂସ୍ଥାମାନଙ୍କୁ ଅଧିକ ସୁଯୋଗ ଦିଆଯିବା ଫଳରେ ଏୟାର ଇଣ୍ଡିଆର ଯାତ୍ରୀ ସଂଖ୍ୟା କମିଗଲା । ଲାଭଜନକ ମାର୍ଗଗୁଡ଼ିକ ହାତଛଡ଼ା ହୋଇଗଲା ।: [730, 218, 1110, 243]
- letter-body: ଓଡ଼ିଶା ଆଦିବାସୀବହୁଳ ରାଜ୍ୟ । ଆଦିବାସୀ ଅଞ୍ଚଳରେ ଖୋଲାଖୋଲି ମଦ ବିକ୍ରି ହେଉଥିବାରୁ ଯୁବପିଢ଼ି ନିଶାସକ୍ତ ହେଉଛନ୍ତି । ପରିବାରରେ ଅଶାନ୍ତି ଓ ଦାରିଦ୍ର୍ୟ ବଢ଼ୁଛି । ମହିଳାମାନେ ଏହାର ସବୁଠାରୁ ବଡ଼ ଶିକାର । ପଞ୍ଚାୟତ ସ୍ତରରେ ମଦ ବିକ୍ରି ଉପରେ କଡ଼ା ନିୟନ୍ତ୍ରଣ ଲାଗୁ କରାଯିବା ଉଚିତ ।: [1168, 843, 1492, 895]
- forest-paragraph: ବ୍ରିଟିଶ ସରକାର ଜଙ୍ଗଲକୁ ରାଜସ୍ୱ ଆଦାୟର ଉତ୍ସ ଭାବେ ଦେଖୁଥିଲେ । ୧୮୭୮ ଓ ୧୯୨୭ର ଭାରତୀୟ ଜଙ୍ଗଲ ଆଇନ ମାଧ୍ୟମରେ ଜଙ୍ଗଲକୁ ସରକାରୀ ସମ୍ପତ୍ତି ଘୋଷଣା କରାଗଲା । ଫଳରେ ପିଢ଼ି ପିଢ଼ି ଧରି ସେଠାରେ ରହୁଥିବା ଲୋକେ ଅନଧିକାରପ୍ରବେଶକାରୀ ହୋଇଗଲେ ।: [8, 920, 338, 973]
- solution-cell: [1423, 2158, 1443, 2183]
- solution-cell: [1403, 2034, 1423, 2059]
- sudoku-cell[interactable]: [1415, 1840, 1440, 1865]
- sudoku-cell[interactable]: [1239, 1765, 1264, 1790]
- swachhata-paragraph: କେନ୍ଦ୍ର ସରକାର ୨୦୧୪ ଅକ୍ଟୋବର ୨ ତାରିଖରେ ସ୍ୱଚ୍ଛ ଭାରତ ଅଭିଯାନ ଆରମ୍ଭ କରିଥିଲେ । ୨୦୧୯ ସୁଦ୍ଧା ଦେଶକୁ ଖୋଲା ଶୌଚମୁକ୍ତ କରିବାର ଲକ୍ଷ୍ୟ ରଖାଯାଇଥିଲା ।: [8, 1828, 338, 1854]
- solution-cell: [1423, 2133, 1443, 2158]
- ad-email[interactable]: E-mail: advt@dharitri.com: [1251, 1372, 1409, 1386]
- instruction-line: କଳ୍ପନା: [1172, 2092, 1203, 2104]
- forest-article-col1: [8, 852, 338, 1657]
